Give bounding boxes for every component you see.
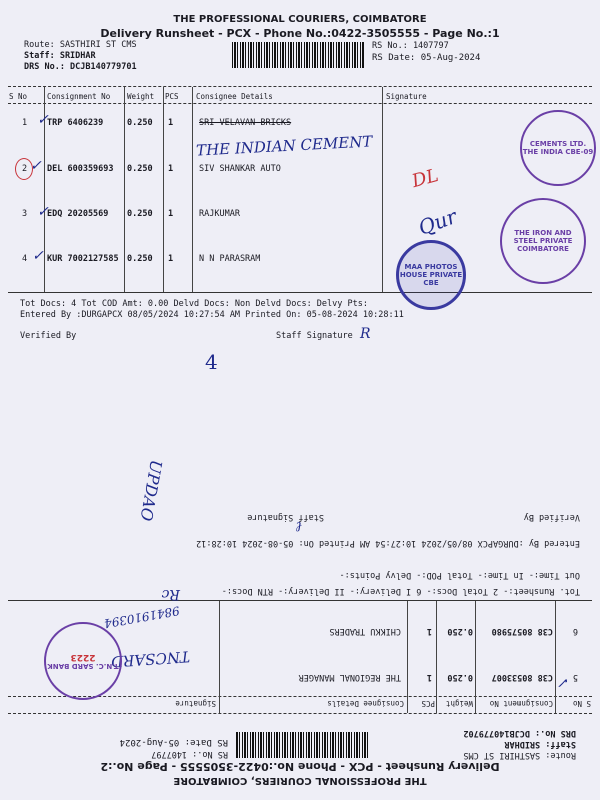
row-details: SRI VELAVAN BRICKS bbox=[199, 118, 292, 128]
row-weight: 0.250 bbox=[447, 626, 473, 636]
row-details: N N PARASRAM bbox=[199, 254, 261, 264]
totals-line: Tot. Runsheet:- 2 Total Docs:- 6 I Delivery:- II Delivery:- RTN Docs:- bbox=[221, 586, 580, 596]
row-details: RAJKUMAR bbox=[199, 209, 240, 219]
times-line: Out Time:- In Time:- Total POD:- Delvy Points:- bbox=[339, 570, 580, 580]
row-pcs: 1 bbox=[168, 118, 174, 128]
header-pcs: PCS bbox=[165, 92, 179, 101]
header-weight: Weight bbox=[445, 699, 473, 708]
handwritten-receiver: TNCSARD bbox=[110, 647, 191, 671]
row-weight: 0.250 bbox=[127, 164, 153, 174]
header-signature: Signature bbox=[175, 699, 216, 708]
row-details: THE REGIONAL MANAGER bbox=[298, 672, 401, 682]
checkmark-icon: ✓ bbox=[37, 112, 49, 128]
row-consignment: C38 80575980 bbox=[491, 626, 553, 636]
row-sno: 1 bbox=[22, 118, 28, 128]
staff-signature: R bbox=[360, 326, 371, 342]
staff-label: Staff: SRIDHAR bbox=[24, 51, 96, 61]
row-sno: 4 bbox=[22, 254, 28, 264]
verified-by-label: Verified By bbox=[20, 331, 77, 341]
runsheet-title: Delivery Runsheet - PCX - Phone No.:0422-3505555 - Page No.:2 bbox=[100, 760, 500, 773]
staff-label: Staff: SRIDHAR bbox=[504, 739, 576, 749]
table-bottom-rule bbox=[8, 600, 592, 601]
checkmark-icon: ✓ bbox=[32, 248, 44, 264]
company-name: THE PROFESSIONAL COURIERS, COIMBATORE bbox=[173, 14, 427, 25]
row-sno: 6 bbox=[572, 626, 578, 636]
row-pcs: 1 bbox=[426, 672, 432, 682]
col-divider bbox=[436, 601, 437, 713]
header-pcs: PCS bbox=[421, 699, 435, 708]
header-sno: S No bbox=[9, 92, 28, 101]
staff-signature: ℓ bbox=[296, 518, 302, 534]
col-divider bbox=[555, 601, 556, 713]
runsheet-title: Delivery Runsheet - PCX - Phone No.:0422-3505555 - Page No.:1 bbox=[100, 27, 500, 40]
row-weight: 0.250 bbox=[127, 254, 153, 264]
entered-by-line: Entered By :DURGAPCX 08/05/2024 10:27:54 AM Printed On: 05-08-2024 10:28:11 bbox=[20, 310, 404, 320]
header-consignment: Consignment No bbox=[489, 699, 553, 708]
col-divider bbox=[219, 601, 220, 713]
seal-text: CEMENTS LTD. THE INDIA CBE-09 bbox=[522, 140, 594, 156]
checkmark-icon: ✓ bbox=[30, 158, 42, 174]
row-consignment: TRP 6406239 bbox=[47, 118, 104, 128]
company-name: THE PROFESSIONAL COURIERS, COIMBATORE bbox=[173, 775, 427, 786]
row-consignment: DEL 600359693 bbox=[47, 164, 114, 174]
handwritten-receiver: THE INDIAN CEMENT bbox=[195, 132, 373, 160]
rs-date: RS Date: 05-Aug-2024 bbox=[119, 737, 228, 747]
handwritten-page-number: 4 bbox=[205, 350, 218, 374]
row-sno: 2 bbox=[22, 164, 28, 174]
header-details: Consignee Details bbox=[196, 92, 273, 101]
company-seal bbox=[44, 622, 122, 700]
row-weight: 0.250 bbox=[447, 672, 473, 682]
header-weight: Weight bbox=[127, 92, 155, 101]
staff-signature-label: Staff Signature bbox=[276, 331, 353, 341]
rs-date: RS Date: 05-Aug-2024 bbox=[372, 53, 481, 63]
row-consignment: C38 80533007 bbox=[491, 672, 553, 682]
row-pcs: 1 bbox=[168, 164, 174, 174]
signature: Qur bbox=[415, 204, 460, 240]
col-divider bbox=[407, 601, 408, 713]
handwritten-phone: 9841910394 bbox=[103, 603, 181, 631]
totals-line: Tot Docs: 4 Tot COD Amt: 0.00 Delvd Docs: Non Delvd Docs: Delvy Pts: bbox=[20, 299, 368, 309]
checkmark-icon: ✓ bbox=[37, 204, 49, 220]
row-sno: 5 bbox=[572, 672, 578, 682]
seal-text: T.N.C. SARD BANK bbox=[47, 662, 119, 670]
header-sno: S No bbox=[572, 699, 591, 708]
signature: Rc bbox=[161, 586, 180, 602]
row-details: CHIKKU TRADERS bbox=[329, 626, 401, 636]
drs-label: DRS No.: DCJB140779701 bbox=[24, 62, 137, 72]
barcode bbox=[236, 732, 368, 758]
route-label: Route: SASTHIRI ST CMS bbox=[24, 40, 137, 50]
red-signature: DL bbox=[409, 164, 441, 193]
entered-by-line: Entered By :DURGAPCX 08/05/2024 10:27:54 AM Printed On: 05-08-2024 10:28:12 bbox=[196, 538, 580, 548]
staff-signature-label: Staff Signature bbox=[247, 512, 324, 522]
seal-text: THE IRON AND STEEL PRIVATE COIMBATORE bbox=[513, 229, 573, 253]
row-consignment: EDQ 20205569 bbox=[47, 209, 109, 219]
rs-number: RS No.: 1407797 bbox=[151, 749, 228, 759]
row-pcs: 1 bbox=[168, 254, 174, 264]
header-signature: Signature bbox=[386, 92, 427, 101]
rs-number: RS No.: 1407797 bbox=[372, 41, 449, 51]
checkmark-icon: ✓ bbox=[558, 674, 570, 690]
verified-by-label: Verified By bbox=[523, 512, 580, 522]
header-details: Consignee Details bbox=[327, 699, 404, 708]
row-pcs: 1 bbox=[426, 626, 432, 636]
row-sno: 3 bbox=[22, 209, 28, 219]
drs-label: DRS No.: DCJB140779702 bbox=[463, 728, 576, 738]
seal-text: MAA PHOTOS HOUSE PRIVATE CBE bbox=[399, 263, 463, 287]
row-details: SIV SHANKAR AUTO bbox=[199, 164, 281, 174]
seal-number: 2223 bbox=[70, 652, 96, 662]
route-label: Route: SASTHIRI ST CMS bbox=[463, 750, 576, 760]
header-consignment: Consignment No bbox=[47, 92, 111, 101]
table-top-rule bbox=[8, 713, 592, 714]
row-pcs: 1 bbox=[168, 209, 174, 219]
col-divider bbox=[475, 601, 476, 713]
handwritten-side-note: UPDAO bbox=[136, 458, 166, 523]
row-weight: 0.250 bbox=[127, 118, 153, 128]
row-weight: 0.250 bbox=[127, 209, 153, 219]
row-consignment: KUR 7002127585 bbox=[47, 254, 119, 264]
